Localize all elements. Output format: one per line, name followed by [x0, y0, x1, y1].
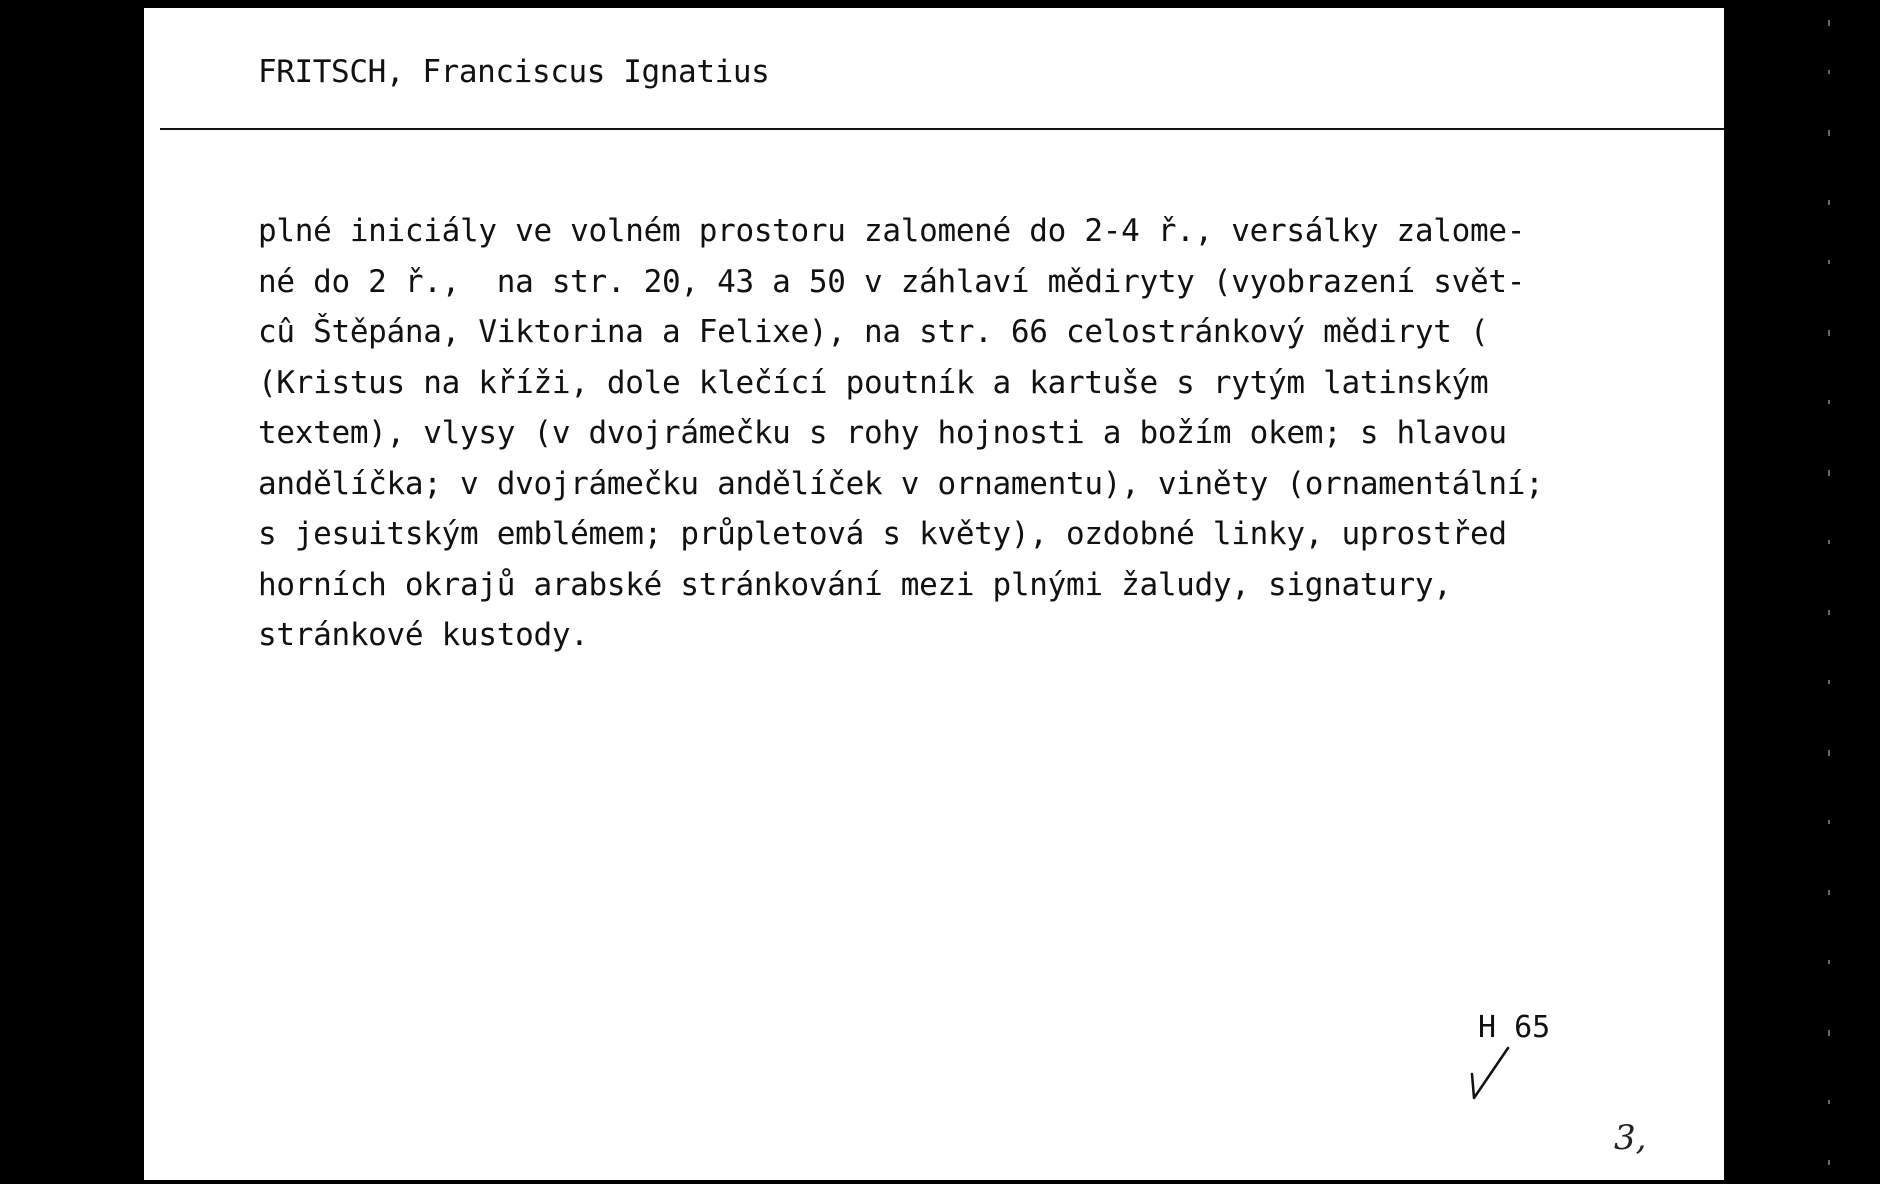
catalog-card: [144, 8, 1724, 1180]
pencil-note: 3,: [1614, 1118, 1647, 1158]
description-line: textem), vlysy (v dvojrámečku s rohy hojnosti a božím okem; s hlavou: [258, 415, 1507, 451]
card-description: [258, 206, 1543, 661]
film-edge-marks: [1810, 0, 1850, 1184]
description-line: horních okrajů arabské stránkování mezi plnými žaludy, signatury,: [258, 566, 1452, 603]
checkmark-icon: [1464, 1042, 1524, 1102]
description-line: (Kristus na kříži, dole klečící poutník a kartuše s rytým latinským: [258, 364, 1489, 401]
heading-divider: [160, 128, 1724, 130]
description-line: plné iniciály ve volném prostoru zalomené do 2-4 ř., versálky zalome-: [258, 213, 1526, 249]
description-line: cû Štěpána, Viktorina a Felixe), na str. 66 celostránkový mědiryt (: [258, 314, 1489, 350]
description-line: andělíčka; v dvojrámečku andělíček v ornamentu), viněty (ornamentální;: [258, 465, 1544, 502]
description-line: s jesuitským emblémem; průpletová s květy), ozdobné linky, uprostřed: [258, 516, 1507, 552]
shelfmark: H 65: [1478, 1010, 1551, 1045]
card-heading: FRITSCH, Franciscus Ignatius: [258, 54, 770, 90]
description-line: stránkové kustody.: [258, 617, 589, 653]
description-line: né do 2 ř., na str. 20, 43 a 50 v záhlaví mědiryty (vyobrazení svět-: [258, 263, 1526, 300]
